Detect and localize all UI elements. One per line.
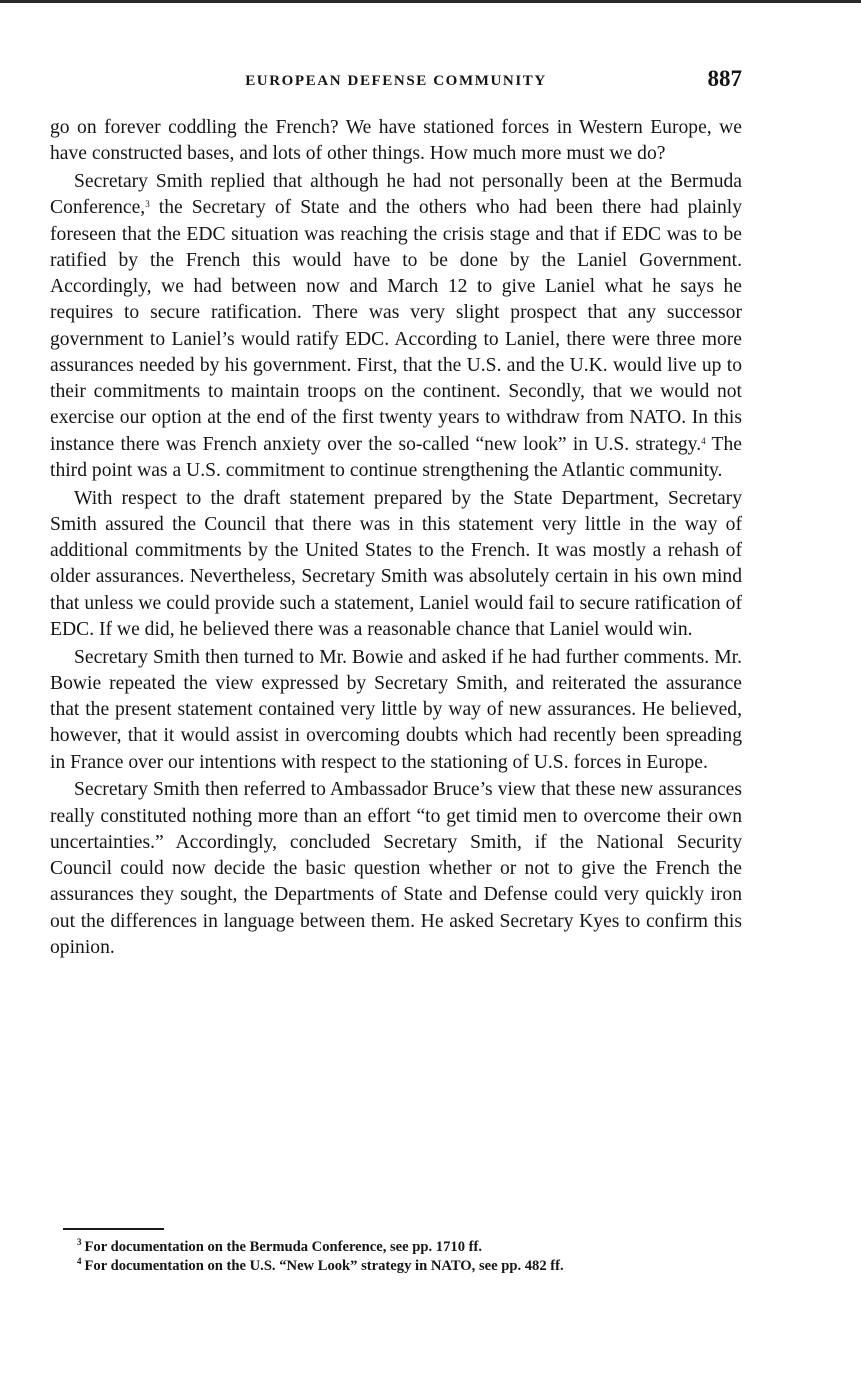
- running-title: EUROPEAN DEFENSE COMMUNITY: [245, 73, 547, 89]
- footnote-ref-4: 4: [701, 435, 706, 446]
- paragraph-text: Secretary Smith then referred to Ambassador Bruce’s view that these new assurances really constituted nothing more than an effort “to get timid men to overcome their own uncertainties.” Accordingly, concluded Secretary Smith, if the National Security Council could now decide the basic question whether or not to give the French the assurances they sought, the Departments of State and Defense could very quickly iron out the differences in language between them. He asked Secretary Kyes to confirm this opinion.: [50, 779, 742, 958]
- top-border-rule: [0, 0, 861, 3]
- paragraph-text: The third point was a U.S. commitment to continue strengthening the Atlantic community.: [50, 433, 742, 481]
- paragraph-bermuda: [50, 169, 742, 484]
- paragraph-continued: [50, 115, 742, 168]
- footnote-4: 4 For documentation on the U.S. “New Look” strategy in NATO, see pp. 482 ff.: [77, 1255, 564, 1274]
- body-text: [50, 115, 742, 963]
- footnotes: [77, 1238, 747, 1275]
- paragraph-draft-statement: [50, 486, 742, 644]
- footnote-3: 3 For documentation on the Bermuda Conference, see pp. 1710 ff.: [77, 1237, 483, 1255]
- footnote-text: For documentation on the U.S. “New Look” strategy in NATO, see pp. 482 ff.: [84, 1257, 564, 1274]
- footnote-ref-3: 3: [145, 199, 150, 210]
- paragraph-bruce: [50, 777, 742, 961]
- paragraph-text: go on forever coddling the French? We have stationed forces in Western Europe, we have constructed bases, and lots of other things. How much more must we do?: [50, 117, 742, 165]
- paragraph-text: With respect to the draft statement prepared by the State Department, Secretary Smith assured the Council that there was in this statement very little in the way of additional commitments by the United States to the French. It was mostly a rehash of older assurances. Nevertheless, Secretary Smith was absolutely certain in his own mind that unless we could provide such a statement, Laniel would fail to secure ratification of EDC. If we did, he believed there was a reasonable chance that Laniel would win.: [50, 487, 742, 640]
- paragraph-text: Secretary Smith replied that although he had not personally been at the Bermuda Conference,: [50, 171, 742, 219]
- paragraph-text: Secretary Smith then turned to Mr. Bowie and asked if he had further comments. Mr. Bowie repeated the view expressed by Secretary Smith, and reiterated the assurance that the present statement contained very little by way of new assurances. He believed, however, that it would assist in overcoming doubts which had recently been spreading in France over our intentions with respect to the stationing of U.S. forces in Europe.: [50, 646, 742, 773]
- running-head: [50, 66, 742, 98]
- footnote-text: For documentation on the Bermuda Conference, see pp. 1710 ff.: [84, 1239, 483, 1255]
- footnote-separator: [63, 1228, 164, 1230]
- page-number: 887: [707, 66, 742, 91]
- paragraph-text: the Secretary of State and the others who had been there had plainly foreseen that the EDC situation was reaching the crisis stage and that if EDC was to be ratified by the French this would have to be done by the Laniel Government. Accordingly, we had between now and March 12 to give Laniel what he says he requires to secure ratification. There was very slight prospect that any successor government to Laniel’s would ratify EDC. According to Laniel, there were three more assurances needed by his government. First, that the U.S. and the U.K. would live up to their commitments to maintain troops on the continent. Secondly, that we would not exercise our option at the end of the first twenty years to withdraw from NATO. In this instance there was French anxiety over the so-called “new look” in U.S. strategy.: [50, 197, 742, 455]
- paragraph-bowie: [50, 645, 742, 776]
